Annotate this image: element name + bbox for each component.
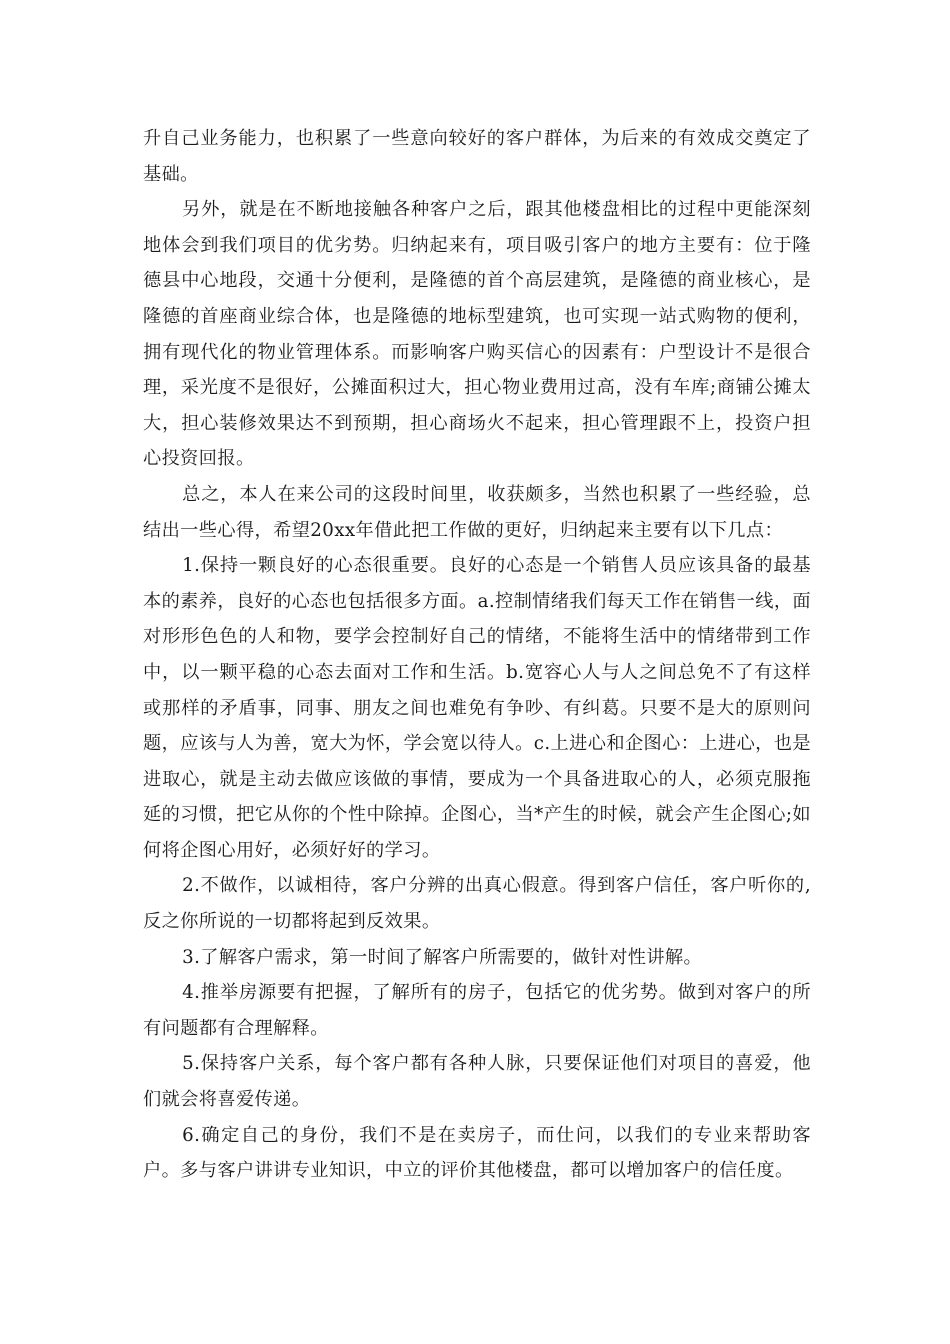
paragraph-continuation: 升自己业务能力，也积累了一些意向较好的客户群体，为后来的有效成交奠定了基础。 xyxy=(143,128,811,185)
paragraph-point-2: 2.不做作，以诚相待，客户分辨的出真心假意。得到客户信任，客户听你的,反之你所说的一切都将起到反效果。 xyxy=(143,875,811,933)
paragraph-point-3: 3.了解客户需求，第一时间了解客户所需要的，做针对性讲解。 xyxy=(182,946,703,968)
paragraph-point-6: 6.确定自己的身份，我们不是在卖房子，而仕问，以我们的专业来帮助客户。多与客户讲讲专业知识，中立的评价其他楼盘，都可以增加客户的信任度。 xyxy=(143,1124,811,1182)
paragraph-summary: 总之，本人在来公司的这段时间里，收获颇多，当然也积累了一些经验，总结出一些心得，希望20xx年借此把工作做的更好，归纳起来主要有以下几点： xyxy=(143,483,811,541)
paragraph-project-advantages: 另外，就是在不断地接触各种客户之后，跟其他楼盘相比的过程中更能深刻地体会到我们项目的优劣势。归纳起来有，项目吸引客户的地方主要有：位于隆德县中心地段，交通十分便利，是隆德的首个高层建筑，是隆德的商业核心，是隆德的首座商业综合体，也是隆德的地标型建筑，也可实现一站式购物的便利，拥有现代化的物业管理体系。而影响客户购买信心的因素有：户型设计不是很合理，采光度不是很好，公摊面积过大，担心物业费用过高，没有车库;商铺公摊太大，担心装修效果达不到预期，担心商场火不起来，担心管理跟不上，投资户担心投资回报。 xyxy=(143,199,811,470)
paragraph-point-5: 5.保持客户关系，每个客户都有各种人脉，只要保证他们对项目的喜爱，他们就会将喜爱传递。 xyxy=(143,1053,811,1111)
paragraph-point-4: 4.推举房源要有把握，了解所有的房子，包括它的优劣势。做到对客户的所有问题都有合理解释。 xyxy=(143,982,811,1039)
paragraph-point-1: 1.保持一颗良好的心态很重要。良好的心态是一个销售人员应该具备的最基本的素养，良好的心态也包括很多方面。a.控制情绪我们每天工作在销售一线，面对形形色色的人和物，要学会控制好自己的情绪，不能将生活中的情绪带到工作中，以一颗平稳的心态去面对工作和生活。b.宽容心人与人之间总免不了有这样或那样的矛盾事，同事、朋友之间也难免有争吵、有纠葛。只要不是大的原则问题，应该与人为善，宽大为怀，学会宽以待人。c.上进心和企图心：上进心，也是进取心，就是主动去做应该做的事情，要成为一个具备进取心的人，必须克服拖延的习惯，把它从你的个性中除掉。企图心，当*产生的时候，就会产生企图心;如何将企图心用好，必须好好的学习。 xyxy=(143,555,811,861)
document-body xyxy=(143,121,811,1189)
